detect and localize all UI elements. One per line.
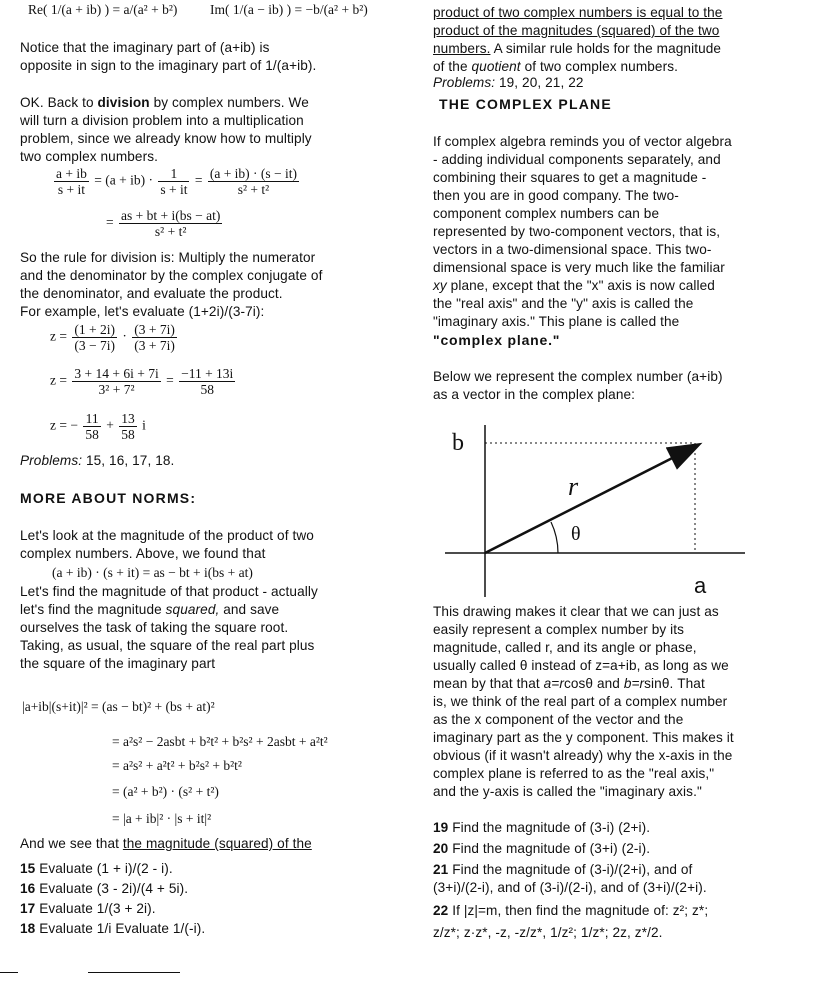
exercise-16: 16 Evaluate (3 - 2i)/(4 + 5i). [20, 881, 189, 896]
exercise-22: 22 If |z|=m, then find the magnitude of: z²; z*; [433, 903, 709, 918]
equation-norm-4: = (a² + b²) · (s² + t²) [112, 784, 219, 799]
equation-division-1: $\frac{a + ib}{s + it}$ = (a + ib) · $\frac{1}{s + it}$ = $\frac{(a + ib) \cdot (s - it)}{\text{s² + t²}}$ [56, 166, 298, 197]
equation-example-1: z = $\frac{(1 + 2i)}{(3 - 7i)}$ · $\frac{(3 + 7i)}{(3 + 7i)}$ [50, 322, 175, 353]
paragraph-line: usually called θ instead of z=a+ib, as long as we [433, 658, 729, 673]
paragraph-line: mean by that that a=rcosθ and b=rsinθ. That [433, 676, 705, 691]
exercise-21: 21 Find the magnitude of (3-i)/(2+i), and of [433, 862, 693, 877]
exercise-15: 15 Evaluate (1 + i)/(2 - i). [20, 861, 173, 876]
equation-norm-3: = a²s² + a²t² + b²s² + b²t² [112, 758, 242, 773]
equation-example-3: z = − $\frac{11}{58}$ + $\frac{13}{58}$ i [50, 411, 146, 442]
paragraph-line: This drawing makes it clear that we can just as [433, 604, 719, 619]
paragraph-line: opposite in sign to the imaginary part of 1/(a+ib). [20, 58, 317, 73]
theta-label: θ [571, 523, 581, 545]
paragraph-line: ourselves the task of taking the square root. [20, 620, 289, 635]
paragraph-line: product of the magnitudes (squared) of the two [433, 23, 720, 38]
paragraph-line: - adding individual components separately, and [433, 152, 721, 167]
paragraph-line: vectors in a two-dimensional space. This two- [433, 242, 712, 257]
paragraph-line: numbers. A similar rule holds for the magnitude [433, 41, 722, 56]
paragraph-line: and the denominator by the complex conjugate of [20, 268, 323, 283]
paragraph-line: Let's look at the magnitude of the product of two [20, 528, 314, 543]
exercise-19: 19 Find the magnitude of (3-i) (2+i). [433, 820, 651, 835]
exercise-17: 17 Evaluate 1/(3 + 2i). [20, 901, 156, 916]
paragraph-line: problem, since we already know how to multiply [20, 131, 312, 146]
paragraph-line: complex plane is referred to as the "real axis," [433, 766, 715, 781]
paragraph-line: So the rule for division is: Multiply the numerator [20, 250, 316, 265]
paragraph-line: will turn a division problem into a multiplication [20, 113, 304, 128]
equation-recip-imag: Im( 1/(a − ib) ) = −b/(a² + b²) [210, 2, 368, 17]
paragraph-line: Notice that the imaginary part of (a+ib) is [20, 40, 270, 55]
paragraph-line: of the quotient of two complex numbers. [433, 59, 678, 74]
paragraph-line: then you are in good company. The two- [433, 188, 679, 203]
paragraph-line: let's find the magnitude squared, and save [20, 602, 280, 617]
paragraph-line: And we see that the magnitude (squared) of the [20, 836, 312, 851]
section-heading: THE COMPLEX PLANE [439, 96, 612, 112]
paragraph-line: dimensional space is very much like the familiar [433, 260, 725, 275]
exercise-20: 20 Find the magnitude of (3+i) (2-i). [433, 841, 651, 856]
a-label: a [694, 573, 707, 597]
bottom-rule [88, 972, 180, 973]
exercise-21-continued: (3+i)/(2-i), and of (3-i)/(2-i), and of (3+i)/(2+i). [433, 880, 707, 895]
equation-product: (a + ib) · (s + it) = as − bt + i(bs + at) [52, 565, 253, 580]
paragraph-line: as the x component of the vector and the [433, 712, 684, 727]
paragraph-line: Let's find the magnitude of that product - actually [20, 584, 318, 599]
paragraph-line: represented by two-component vectors, that is, [433, 224, 721, 239]
section-heading: MORE ABOUT NORMS: [20, 490, 197, 506]
exercise-18: 18 Evaluate 1/i Evaluate 1/(-i). [20, 921, 206, 936]
paragraph-line: Taking, as usual, the square of the real part plus [20, 638, 315, 653]
equation-norm-1: |a+ib|(s+it)|² = (as − bt)² + (bs + at)² [22, 699, 215, 714]
paragraph-line: magnitude, called r, and its angle or phase, [433, 640, 697, 655]
equation-recip-real: Re( 1/(a + ib) ) = a/(a² + b²) [28, 2, 178, 17]
paragraph-line: easily represent a complex number by its [433, 622, 685, 637]
angle-arc [551, 522, 558, 553]
paragraph-line: For example, let's evaluate (1+2i)/(3-7i): [20, 304, 265, 319]
b-label: b [452, 430, 464, 456]
paragraph-line: two complex numbers. [20, 149, 158, 164]
paragraph-line: product of two complex numbers is equal to the [433, 5, 723, 20]
paragraph-line: obvious (if it wasn't already) why the x-axis in the [433, 748, 733, 763]
vector-r-arrow [485, 445, 698, 553]
r-label: r [568, 472, 579, 501]
paragraph-line: component complex numbers can be [433, 206, 660, 221]
paragraph-line: and the y-axis is called the "imaginary axis." [433, 784, 702, 799]
equation-division-2: = $\frac{as + bt + i(bs - at)}{\text{s² + t²}}$ [106, 208, 221, 239]
exercise-22-continued: z/z*; z·z*, -z, -z/z*, 1/z²; 1/z*; 2z, z*/2. [433, 925, 663, 940]
bottom-rule [0, 972, 18, 973]
problems-reference: Problems: 15, 16, 17, 18. [20, 453, 175, 468]
complex-plane-diagram [440, 425, 770, 597]
paragraph-line: OK. Back to division by complex numbers. We [20, 95, 309, 110]
paragraph-line: as a vector in the complex plane: [433, 387, 636, 402]
paragraph-line: xy plane, except that the "x" axis is now called [433, 278, 715, 293]
paragraph-line: imaginary part as the y component. This makes it [433, 730, 734, 745]
paragraph-line: the denominator, and evaluate the product. [20, 286, 283, 301]
paragraph-line: is, we think of the real part of a complex number [433, 694, 728, 709]
equation-example-2: z = $\frac{3 + 14 + 6i + 7i}{\text{3² + 7²}}$ = $\frac{-11 + 13i}{58}$ [50, 366, 234, 397]
paragraph-line: the "real axis" and the "y" axis is called the [433, 296, 694, 311]
paragraph-line: If complex algebra reminds you of vector algebra [433, 134, 732, 149]
problems-reference: Problems: 19, 20, 21, 22 [433, 75, 584, 90]
bold-term: division [97, 95, 150, 110]
paragraph-line: "complex plane." [433, 332, 561, 348]
paragraph-line: Below we represent the complex number (a+ib) [433, 369, 723, 384]
equation-norm-2: = a²s² − 2asbt + b²t² + b²s² + 2asbt + a²t² [112, 734, 328, 749]
paragraph-line: "imaginary axis." This plane is called the [433, 314, 680, 329]
paragraph-line: the square of the imaginary part [20, 656, 216, 671]
paragraph-line: combining their squares to get a magnitude - [433, 170, 707, 185]
equation-norm-5: = |a + ib|² · |s + it|² [112, 811, 212, 826]
paragraph-line: complex numbers. Above, we found that [20, 546, 266, 561]
